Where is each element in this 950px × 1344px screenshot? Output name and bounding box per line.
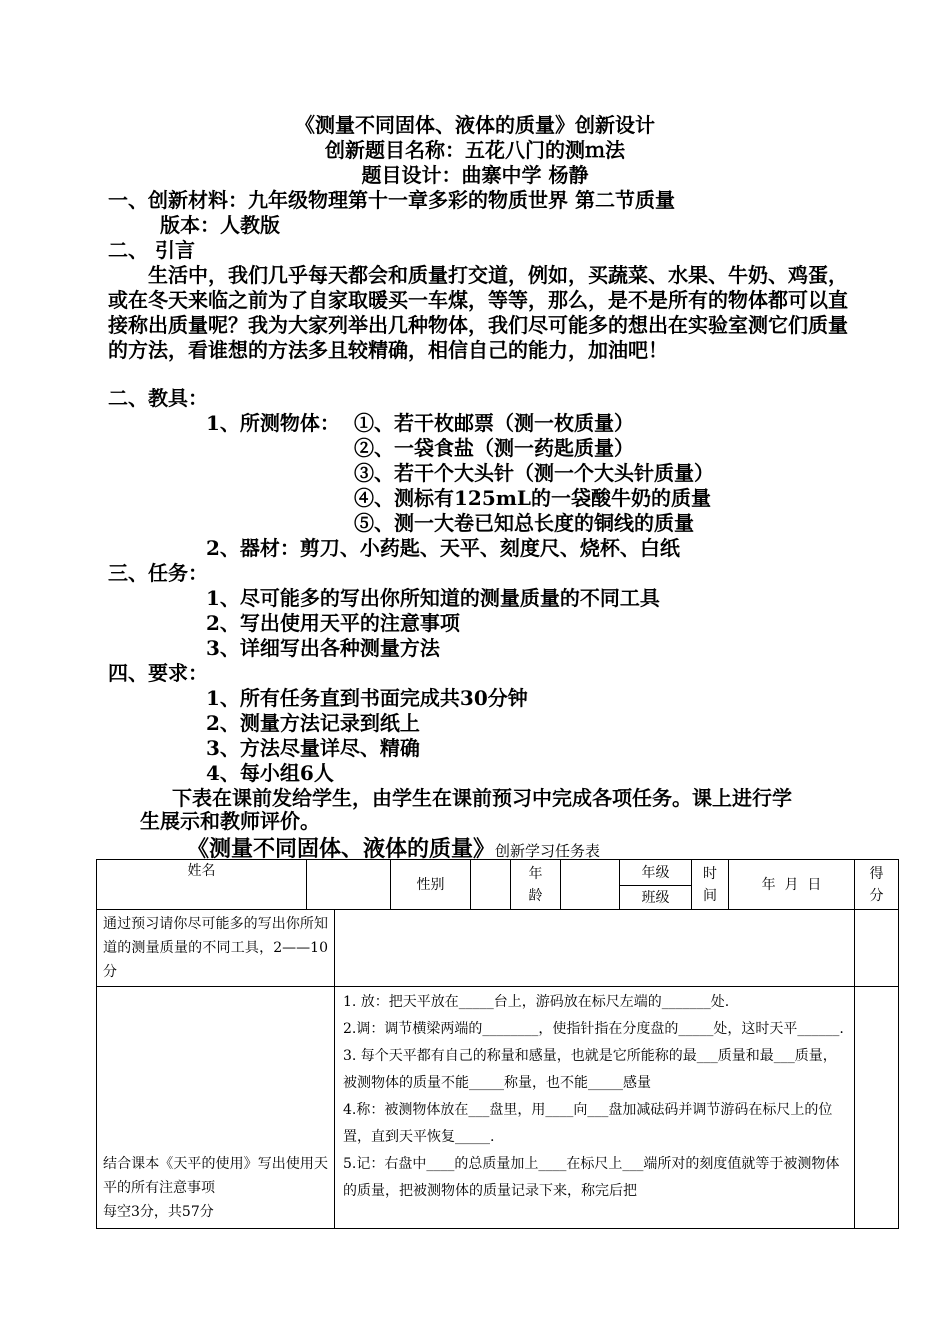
document-title: 《测量不同固体、液体的质量》创新设计 [295, 113, 655, 137]
tools-heading: 二、教具： [108, 386, 208, 410]
name-input-cell[interactable] [307, 860, 391, 910]
age-label-cell [511, 860, 561, 910]
tasks-heading: 三、任务： [108, 561, 208, 585]
object-item: ⑤、测一大卷已知总长度的铜线的质量 [354, 511, 694, 535]
requirements-heading: 四、要求： [108, 661, 208, 685]
task-item: 2、写出使用天平的注意事项 [206, 611, 460, 635]
balance-answer-cell[interactable] [335, 987, 855, 1229]
version-line: 版本：人教版 [160, 213, 280, 237]
name-label: 姓名 [187, 863, 216, 879]
document-subtitle: 创新题目名称：五花八门的测ｍ法 [325, 138, 625, 162]
task-item: 3、详细写出各种测量方法 [206, 636, 440, 660]
object-item: ①、若干枚邮票（测一枚质量） [354, 411, 634, 435]
balance-step: 3. 每个天平都有自己的称量和感量，也就是它所能称的最___质量和最___质量，被测物体的质量不能_____称量，也不能_____感量 [343, 1048, 837, 1091]
materials-heading: 一、创新材料：九年级物理第十一章多彩的物质世界 第二节质量 [108, 188, 675, 212]
gender-label-cell [391, 860, 471, 910]
note-line: 生展示和教师评价。 [140, 809, 320, 833]
task-item: 1、尽可能多的写出你所知道的测量质量的不同工具 [206, 586, 660, 610]
date-cell[interactable] [729, 860, 855, 910]
tools-prompt: 通过预习请你尽可能多的写出你所知道的测量质量的不同工具，2——10分 [103, 916, 328, 980]
gender-input-cell[interactable] [471, 860, 511, 910]
class-label-cell [620, 886, 692, 910]
balance-score-cell[interactable] [855, 987, 899, 1229]
age-label: 年龄 [528, 865, 543, 904]
time-label: 时间 [703, 865, 717, 904]
balance-prompt-cell [97, 987, 335, 1229]
designer-line: 题目设计：曲寨中学 杨静 [361, 163, 589, 187]
task-sheet-table [96, 859, 899, 1229]
grade-label-cell [620, 860, 692, 886]
tools-prompt-cell [97, 910, 335, 987]
balance-step: 4.称：被测物体放在___盘里，用____向___盘加减砝码并调节游码在标尺上的位置，直到天平恢复_____. [343, 1102, 833, 1145]
grade-label: 年级 [641, 864, 670, 881]
object-item: ③、若干个大头针（测一个大头针质量） [354, 461, 714, 485]
balance-points: 每空3分，共57分 [103, 1204, 214, 1220]
requirement-item: 3、方法尽量详尽、精确 [206, 736, 420, 760]
note-line: 下表在课前发给学生，由学生在课前预习中完成各项任务。课上进行学 [172, 786, 792, 810]
equipment-line: 2、器材：剪刀、小药匙、天平、刻度尺、烧杯、白纸 [206, 536, 680, 560]
object-item: ②、一袋食盐（测一药匙质量） [354, 436, 634, 460]
time-label-cell [692, 860, 729, 910]
table-caption-main: 《测量不同固体、液体的质量》 [187, 836, 496, 862]
intro-heading: 二、 引言 [108, 238, 195, 262]
object-item: ④、测标有125mL的一袋酸牛奶的质量 [354, 486, 711, 510]
name-label-cell [97, 860, 307, 910]
balance-step: 2.调：调节横梁两端的________，使指针指在分度盘的_____处，这时天平______. [343, 1021, 844, 1037]
objects-label: 1、所测物体： [206, 411, 340, 435]
score-label-cell [855, 860, 899, 910]
balance-step: 1. 放：把天平放在_____台上，游码放在标尺左端的_______处. [343, 994, 730, 1010]
requirement-item: 2、测量方法记录到纸上 [206, 711, 420, 735]
balance-prompt: 结合课本《天平的使用》写出使用天平的所有注意事项 [103, 1156, 328, 1196]
intro-paragraph: 生活中，我们几乎每天都会和质量打交道，例如，买蔬菜、水果、牛奶、鸡蛋，或在冬天来临之前为了自家取暖买一车煤，等等，那么，是不是所有的物体都可以直接称出质量呢？我为大家列举出几种物体，我们尽可能多的想出在实验室测它们质量的方法，看谁想的方法多且较精确，相信自己的能力，加油吧！ [108, 263, 848, 362]
balance-step: 5.记：右盘中____的总质量加上____在标尺上___端所对的刻度值就等于被测物体的质量，把被测物体的质量记录下来，称完后把 [343, 1156, 840, 1199]
class-label: 班级 [641, 889, 670, 906]
tools-score-cell[interactable] [855, 910, 899, 987]
date-placeholder: 年 月 日 [761, 876, 822, 893]
score-label: 得分 [869, 865, 884, 904]
tools-answer-cell[interactable] [335, 910, 855, 987]
requirement-item: 4、每小组6人 [206, 761, 334, 785]
age-input-cell[interactable] [561, 860, 620, 910]
gender-label: 性别 [416, 876, 445, 893]
requirement-item: 1、所有任务直到书面完成共30分钟 [206, 686, 528, 710]
table-caption-sub: 创新学习任务表 [495, 842, 601, 860]
